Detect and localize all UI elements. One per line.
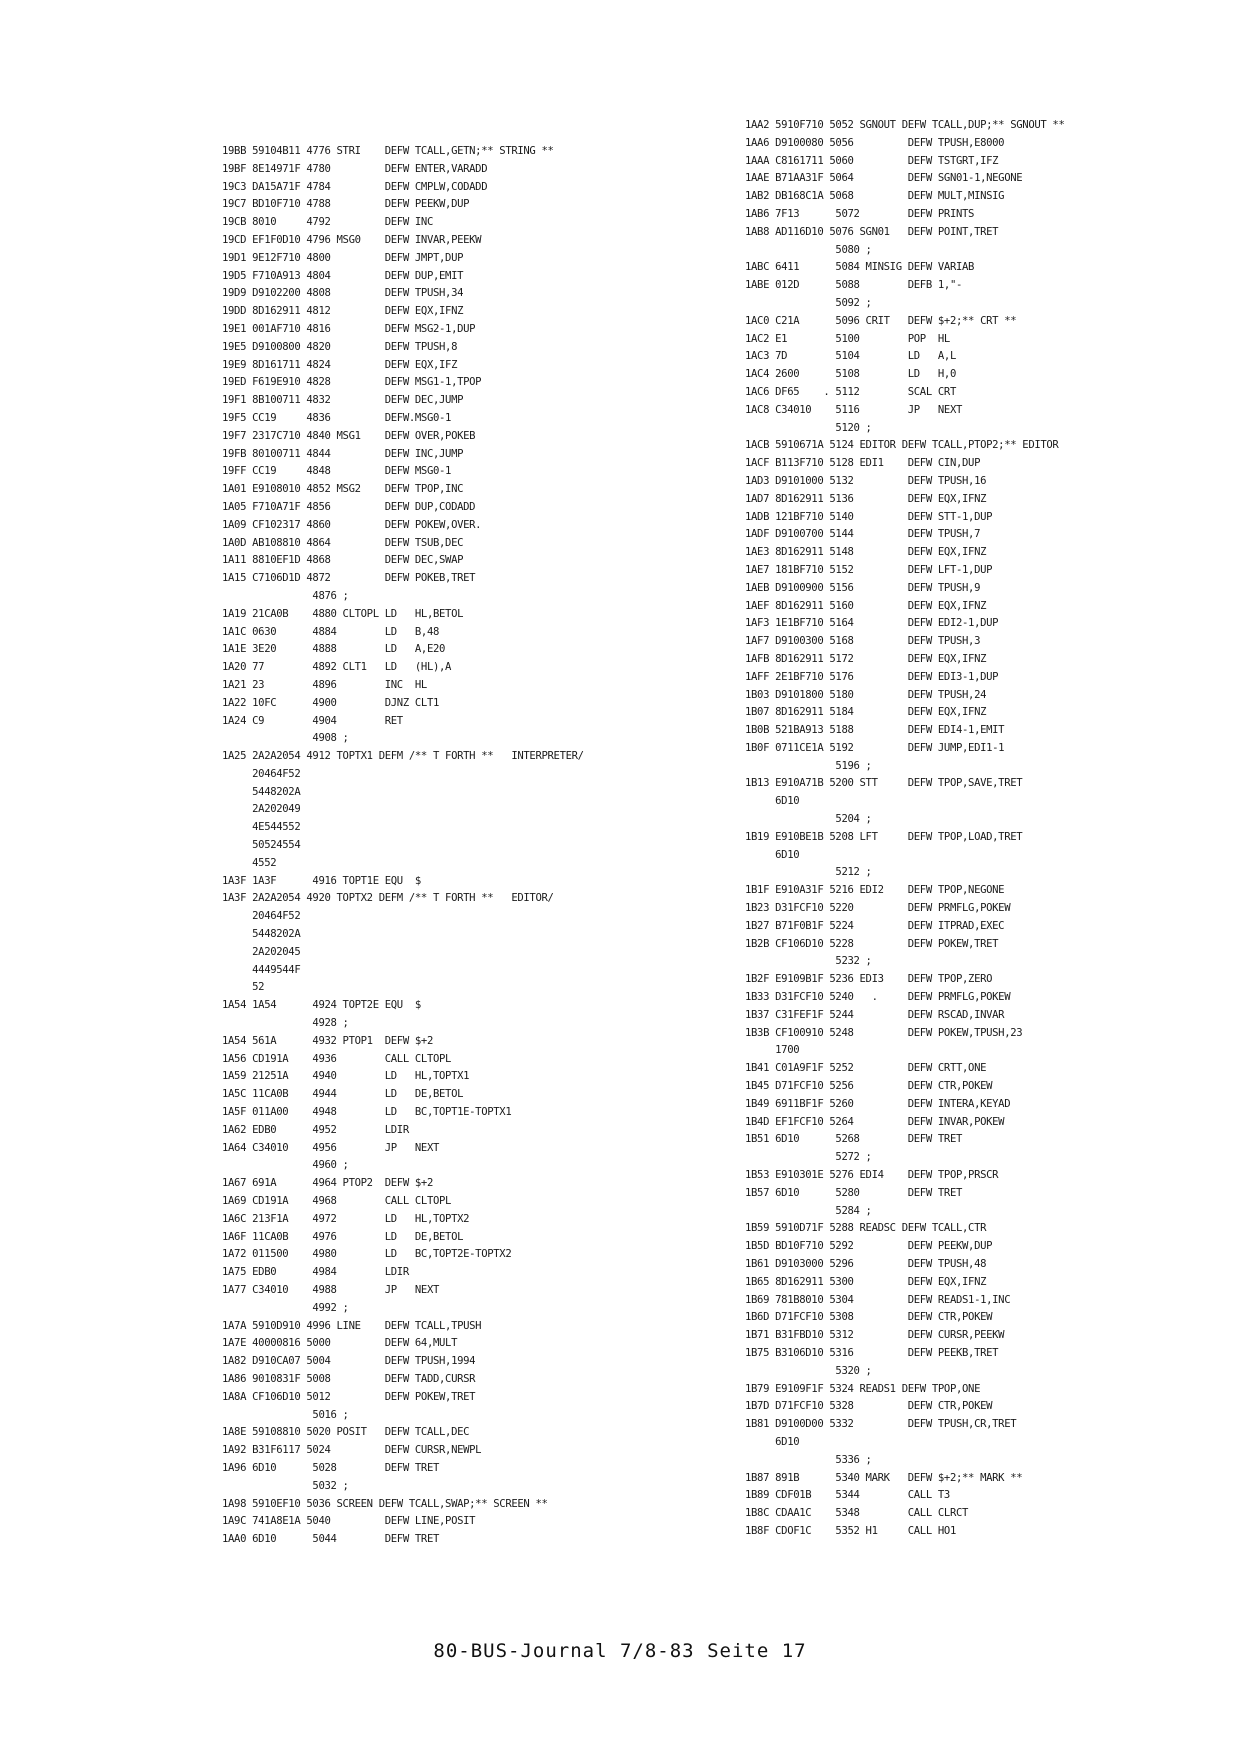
listing-line: 1A15 C7106D1D 4872 DEFW POKEB,TRET bbox=[222, 572, 476, 585]
listing-line: 1A5F 011A00 4948 LD BC,TOPT1E-TOPTX1 bbox=[222, 1106, 512, 1119]
listing-line: 1A5C 11CA0B 4944 LD DE,BETOL bbox=[222, 1088, 464, 1101]
listing-line: 1B13 E910A71B 5200 STT DEFW TPOP,SAVE,TRET bbox=[745, 777, 1023, 790]
listing-line: 1AC8 C34010 5116 JP NEXT bbox=[745, 403, 963, 416]
listing-line: 1A22 10FC 4900 DJNZ CLT1 bbox=[222, 696, 440, 709]
listing-line: 1AF7 D9100300 5168 DEFW TPUSH,3 bbox=[745, 635, 981, 648]
listing-line: 6D10 bbox=[745, 848, 800, 861]
listing-line: 4960 ; bbox=[222, 1159, 349, 1172]
listing-line: 1B1F E910A31F 5216 EDI2 DEFW TPOP,NEGONE bbox=[745, 884, 1005, 897]
listing-line: 1AAA C8161711 5060 DEFW TSTGRT,IFZ bbox=[745, 154, 999, 167]
listing-line: 1B03 D9101800 5180 DEFW TPUSH,24 bbox=[745, 688, 987, 701]
listing-line: 1AC2 E1 5100 POP HL bbox=[745, 332, 950, 345]
listing-line: 1A3F 2A2A2054 4920 TOPTX2 DEFM /** T FORTH ** EDITOR/ bbox=[222, 892, 554, 905]
listing-line: 19BB 59104B11 4776 STRI DEFW TCALL,GETN;** STRING ** bbox=[222, 145, 554, 157]
listing-line: 1B45 D71FCF10 5256 DEFW CTR,POKEW bbox=[745, 1080, 993, 1093]
listing-line: 19F1 8B100711 4832 DEFW DEC,JUMP bbox=[222, 394, 464, 407]
listing-line: 5120 ; bbox=[745, 421, 872, 434]
listing-line: 1A0D AB108810 4864 DEFW TSUB,DEC bbox=[222, 536, 464, 549]
listing-line: 1AE7 181BF710 5152 DEFW LFT-1,DUP bbox=[745, 563, 993, 576]
listing-line: 1B3B CF100910 5248 DEFW POKEW,TPUSH,23 bbox=[745, 1026, 1023, 1039]
listing-line: 2A202049 bbox=[222, 803, 301, 816]
listing-line: 1A77 C34010 4988 JP NEXT bbox=[222, 1284, 440, 1296]
listing-line: 1A54 561A 4932 PTOP1 DEFW $+2 bbox=[222, 1034, 433, 1047]
listing-line: 19DD 8D162911 4812 DEFW EQX,IFNZ bbox=[222, 305, 464, 318]
listing-line: 1B37 C31FEF1F 5244 DEFW RSCAD,INVAR bbox=[745, 1008, 1005, 1021]
listing-line: 1ABC 6411 5084 MINSIG DEFW VARIAB bbox=[745, 261, 975, 274]
listing-line: 4928 ; bbox=[222, 1017, 349, 1030]
listing-line: 19F5 CC19 4836 DEFW.MSG0-1 bbox=[222, 411, 452, 424]
listing-line: 1B53 E910301E 5276 EDI4 DEFW TPOP,PRSCR bbox=[745, 1169, 999, 1182]
listing-line: 5336 ; bbox=[745, 1453, 872, 1466]
listing-line: 1B0F 0711CE1A 5192 DEFW JUMP,EDI1-1 bbox=[745, 741, 1005, 754]
listing-line: 19CB 8010 4792 DEFW INC bbox=[222, 216, 433, 229]
listing-line: 2A202045 bbox=[222, 945, 301, 958]
listing-line: 4876 ; bbox=[222, 589, 349, 602]
listing-line: 1A1C 0630 4884 LD B,48 bbox=[222, 625, 440, 638]
listing-line: 19BF 8E14971F 4780 DEFW ENTER,VARADD bbox=[222, 162, 488, 175]
listing-line: 5448202A bbox=[222, 928, 301, 941]
listing-line: 1A9C 741A8E1A 5040 DEFW LINE,POSIT bbox=[222, 1515, 476, 1528]
listing-line: 1AFB 8D162911 5172 DEFW EQX,IFNZ bbox=[745, 652, 987, 665]
listing-line: 1B0B 521BA913 5188 DEFW EDI4-1,EMIT bbox=[745, 724, 1005, 737]
listing-line: 1B2B CF106D10 5228 DEFW POKEW,TRET bbox=[745, 937, 999, 950]
listing-line: 1AEF 8D162911 5160 DEFW EQX,IFNZ bbox=[745, 599, 987, 612]
listing-line: 50524554 bbox=[222, 839, 301, 852]
listing-line: 5212 ; bbox=[745, 866, 872, 879]
listing-line: 1ADF D9100700 5144 DEFW TPUSH,7 bbox=[745, 528, 981, 541]
listing-line: 1A86 9010831F 5008 DEFW TADD,CURSR bbox=[222, 1372, 476, 1385]
listing-line: 1B87 891B 5340 MARK DEFW $+2;** MARK ** bbox=[745, 1471, 1023, 1484]
listing-line: 20464F52 bbox=[222, 910, 301, 923]
listing-line: 1ACB 5910671A 5124 EDITOR DEFW TCALL,PTOP2;** EDITOR bbox=[745, 439, 1059, 452]
listing-line: 1A6C 213F1A 4972 LD HL,TOPTX2 bbox=[222, 1212, 470, 1225]
listing-line: 1B5D BD10F710 5292 DEFW PEEKW,DUP bbox=[745, 1240, 993, 1253]
listing-line: 1A21 23 4896 INC HL bbox=[222, 678, 427, 691]
listing-line: 1B71 B31FBD10 5312 DEFW CURSR,PEEKW bbox=[745, 1329, 1005, 1342]
listing-line: 1A6F 11CA0B 4976 LD DE,BETOL bbox=[222, 1230, 464, 1243]
listing-line: 1AE3 8D162911 5148 DEFW EQX,IFNZ bbox=[745, 546, 987, 559]
listing-line: 1A56 CD191A 4936 CALL CLTOPL bbox=[222, 1052, 452, 1065]
listing-line: 5016 ; bbox=[222, 1408, 349, 1421]
listing-line: 1A72 011500 4980 LD BC,TOPT2E-TOPTX2 bbox=[222, 1248, 512, 1261]
listing-line: 5032 ; bbox=[222, 1479, 349, 1492]
listing-line: 1B19 E910BE1B 5208 LFT DEFW TPOP,LOAD,TRET bbox=[745, 830, 1023, 843]
listing-line: 1AD3 D9101000 5132 DEFW TPUSH,16 bbox=[745, 474, 987, 487]
listing-line: 52 bbox=[222, 981, 265, 994]
listing-line: 1A96 6D10 5028 DEFW TRET bbox=[222, 1461, 440, 1474]
listing-line: 19CD EF1F0D10 4796 MSG0 DEFW INVAR,PEEKW bbox=[222, 233, 482, 246]
listing-line: 1AC0 C21A 5096 CRIT DEFW $+2;** CRT ** bbox=[745, 314, 1017, 327]
listing-line: 19D9 D9102200 4808 DEFW TPUSH,34 bbox=[222, 287, 464, 300]
listing-line: 4E544552 bbox=[222, 821, 301, 834]
listing-line: 6D10 bbox=[745, 795, 800, 808]
listing-line: 4552 bbox=[222, 856, 277, 869]
listing-line: 19C7 BD10F710 4788 DEFW PEEKW,DUP bbox=[222, 198, 470, 211]
listing-line: 1A64 C34010 4956 JP NEXT bbox=[222, 1141, 440, 1154]
listing-line: 1B75 B3106D10 5316 DEFW PEEKB,TRET bbox=[745, 1346, 999, 1359]
listing-line: 1AC3 7D 5104 LD A,L bbox=[745, 350, 956, 363]
listing-line: 1A98 5910EF10 5036 SCREEN DEFW TCALL,SWAP;** SCREEN ** bbox=[222, 1497, 548, 1510]
listing-line: 1A11 8810EF1D 4868 DEFW DEC,SWAP bbox=[222, 554, 464, 567]
listing-line: 19FB 80100711 4844 DEFW INC,JUMP bbox=[222, 447, 464, 460]
listing-line: 1A75 EDB0 4984 LDIR bbox=[222, 1266, 409, 1279]
listing-line: 1A62 EDB0 4952 LDIR bbox=[222, 1123, 409, 1136]
listing-line: 1B89 CDF01B 5344 CALL T3 bbox=[745, 1489, 950, 1502]
listing-line: 19E5 D9100800 4820 DEFW TPUSH,8 bbox=[222, 340, 458, 353]
listing-line: 5320 ; bbox=[745, 1364, 872, 1377]
listing-line: 1B81 D9100D00 5332 DEFW TPUSH,CR,TRET bbox=[745, 1418, 1017, 1431]
listing-line: 1B8C CDAA1C 5348 CALL CLRCT bbox=[745, 1507, 969, 1520]
listing-line: 1700 bbox=[745, 1044, 800, 1057]
listing-line: 1AA0 6D10 5044 DEFW TRET bbox=[222, 1533, 440, 1546]
listing-line: 1B07 8D162911 5184 DEFW EQX,IFNZ bbox=[745, 706, 987, 719]
listing-line: 1A01 E9108010 4852 MSG2 DEFW TPOP,INC bbox=[222, 483, 464, 496]
listing-line: 1B61 D9103000 5296 DEFW TPUSH,48 bbox=[745, 1258, 987, 1270]
listing-line: 5080 ; bbox=[745, 243, 872, 256]
listing-line: 1AF3 1E1BF710 5164 DEFW EDI2-1,DUP bbox=[745, 617, 999, 630]
listing-line: 1AB2 DB168C1A 5068 DEFW MULT,MINSIG bbox=[745, 190, 1005, 203]
listing-line: 5092 ; bbox=[745, 296, 872, 309]
listing-line: 1AC6 DF65 . 5112 SCAL CRT bbox=[745, 385, 956, 398]
listing-line: 1AAE B71AA31F 5064 DEFW SGN01-1,NEGONE bbox=[745, 172, 1023, 185]
listing-line: 1B33 D31FCF10 5240 . DEFW PRMFLG,POKEW bbox=[745, 991, 1011, 1004]
listing-line: 1A82 D910CA07 5004 DEFW TPUSH,1994 bbox=[222, 1355, 476, 1368]
listing-line: 19FF CC19 4848 DEFW MSG0-1 bbox=[222, 465, 452, 478]
listing-line: 1A20 77 4892 CLT1 LD (HL),A bbox=[222, 661, 452, 674]
listing-line: 5232 ; bbox=[745, 955, 872, 968]
listing-line: 4992 ; bbox=[222, 1301, 349, 1314]
listing-line: 1A05 F710A71F 4856 DEFW DUP,CODADD bbox=[222, 500, 476, 513]
listing-line: 5448202A bbox=[222, 785, 301, 798]
listing-line: 1A7E 40000816 5000 DEFW 64,MULT bbox=[222, 1337, 458, 1350]
listing-line: 6D10 bbox=[745, 1435, 800, 1448]
listing-line: 1A19 21CA0B 4880 CLTOPL LD HL,BETOL bbox=[222, 607, 464, 620]
listing-line: 1ADB 121BF710 5140 DEFW STT-1,DUP bbox=[745, 510, 993, 523]
page-footer: 80-BUS-Journal 7/8-83 Seite 17 bbox=[433, 1640, 807, 1662]
listing-line: 1A59 21251A 4940 LD HL,TOPTX1 bbox=[222, 1070, 470, 1083]
listing-line: 19F7 2317C710 4840 MSG1 DEFW OVER,POKEB bbox=[222, 429, 476, 442]
listing-line: 5204 ; bbox=[745, 813, 872, 826]
listing-line: 1AD7 8D162911 5136 DEFW EQX,IFNZ bbox=[745, 492, 987, 505]
listing-column-right bbox=[745, 117, 1064, 1541]
listing-line: 1A8E 59108810 5020 POSIT DEFW TCALL,DEC bbox=[222, 1426, 470, 1439]
listing-line: 1A54 1A54 4924 TOPT2E EQU $ bbox=[222, 999, 421, 1012]
listing-line: 1B7D D71FCF10 5328 DEFW CTR,POKEW bbox=[745, 1400, 993, 1413]
listing-line: 1A24 C9 4904 RET bbox=[222, 714, 403, 727]
listing-line: 1B6D D71FCF10 5308 DEFW CTR,POKEW bbox=[745, 1311, 993, 1324]
listing-line: 1A92 B31F6117 5024 DEFW CURSR,NEWPL bbox=[222, 1444, 482, 1457]
listing-line: 4449544F bbox=[222, 963, 301, 976]
listing-line: 1B27 B71F0B1F 5224 DEFW ITPRAD,EXEC bbox=[745, 919, 1005, 932]
listing-line: 4908 ; bbox=[222, 732, 349, 745]
listing-line: 1A25 2A2A2054 4912 TOPTX1 DEFM /** T FORTH ** INTERPRETER/ bbox=[222, 750, 584, 763]
listing-line: 1A7A 5910D910 4996 LINE DEFW TCALL,TPUSH bbox=[222, 1319, 482, 1332]
listing-line: 1AA6 D9100080 5056 DEFW TPUSH,E8000 bbox=[745, 136, 1005, 149]
listing-line: 19E1 001AF710 4816 DEFW MSG2-1,DUP bbox=[222, 322, 476, 335]
listing-line: 19ED F619E910 4828 DEFW MSG1-1,TPOP bbox=[222, 376, 482, 389]
listing-line: 1B4D EF1FCF10 5264 DEFW INVAR,POKEW bbox=[745, 1115, 1005, 1128]
listing-line: 1B69 781B8010 5304 DEFW READS1-1,INC bbox=[745, 1293, 1011, 1306]
listing-line: 1AA2 5910F710 5052 SGNOUT DEFW TCALL,DUP;** SGNOUT ** bbox=[745, 119, 1065, 131]
listing-line: 19D5 F710A913 4804 DEFW DUP,EMIT bbox=[222, 269, 464, 282]
listing-line: 1B49 6911BF1F 5260 DEFW INTERA,KEYAD bbox=[745, 1097, 1011, 1110]
listing-line: 1B23 D31FCF10 5220 DEFW PRMFLG,POKEW bbox=[745, 902, 1011, 915]
listing-line: 1ACF B113F710 5128 EDI1 DEFW CIN,DUP bbox=[745, 457, 981, 470]
listing-line: 19C3 DA15A71F 4784 DEFW CMPLW,CODADD bbox=[222, 180, 488, 193]
listing-line: 20464F52 bbox=[222, 767, 301, 780]
listing-line: 1B57 6D10 5280 DEFW TRET bbox=[745, 1186, 963, 1199]
listing-line: 1AC4 2600 5108 LD H,0 bbox=[745, 368, 956, 381]
listing-line: 1A1E 3E20 4888 LD A,E20 bbox=[222, 643, 446, 656]
listing-line: 1A3F 1A3F 4916 TOPT1E EQU $ bbox=[222, 874, 421, 887]
listing-line: 1B65 8D162911 5300 DEFW EQX,IFNZ bbox=[745, 1275, 987, 1288]
listing-line: 1B41 C01A9F1F 5252 DEFW CRTT,ONE bbox=[745, 1062, 987, 1075]
listing-line: 1A8A CF106D10 5012 DEFW POKEW,TRET bbox=[222, 1390, 476, 1403]
listing-line: 1A09 CF102317 4860 DEFW POKEW,OVER. bbox=[222, 518, 482, 531]
listing-line: 5284 ; bbox=[745, 1204, 872, 1217]
listing-line: 1B2F E9109B1F 5236 EDI3 DEFW TPOP,ZERO bbox=[745, 973, 993, 986]
listing-line: 19D1 9E12F710 4800 DEFW JMPT,DUP bbox=[222, 251, 464, 264]
listing-line: 1A69 CD191A 4968 CALL CLTOPL bbox=[222, 1195, 452, 1208]
listing-line: 1B51 6D10 5268 DEFW TRET bbox=[745, 1133, 963, 1146]
listing-line: 1B59 5910D71F 5288 READSC DEFW TCALL,CTR bbox=[745, 1222, 987, 1235]
listing-line: 1AB8 AD116D10 5076 SGN01 DEFW POINT,TRET bbox=[745, 225, 999, 238]
listing-line: 1AEB D9100900 5156 DEFW TPUSH,9 bbox=[745, 581, 981, 594]
listing-line: 5272 ; bbox=[745, 1151, 872, 1164]
listing-line: 1AB6 7F13 5072 DEFW PRINTS bbox=[745, 207, 975, 220]
listing-line: 5196 ; bbox=[745, 759, 872, 772]
listing-line: 1ABE 012D 5088 DEFB 1,"- bbox=[745, 279, 963, 292]
listing-line: 19E9 8D161711 4824 DEFW EQX,IFZ bbox=[222, 358, 458, 371]
listing-line: 1B8F CDOF1C 5352 H1 CALL HO1 bbox=[745, 1524, 956, 1537]
listing-column-left bbox=[222, 143, 584, 1549]
listing-line: 1A67 691A 4964 PTOP2 DEFW $+2 bbox=[222, 1177, 433, 1190]
listing-line: 1B79 E9109F1F 5324 READS1 DEFW TPOP,ONE bbox=[745, 1382, 981, 1395]
listing-line: 1AFF 2E1BF710 5176 DEFW EDI3-1,DUP bbox=[745, 670, 999, 683]
